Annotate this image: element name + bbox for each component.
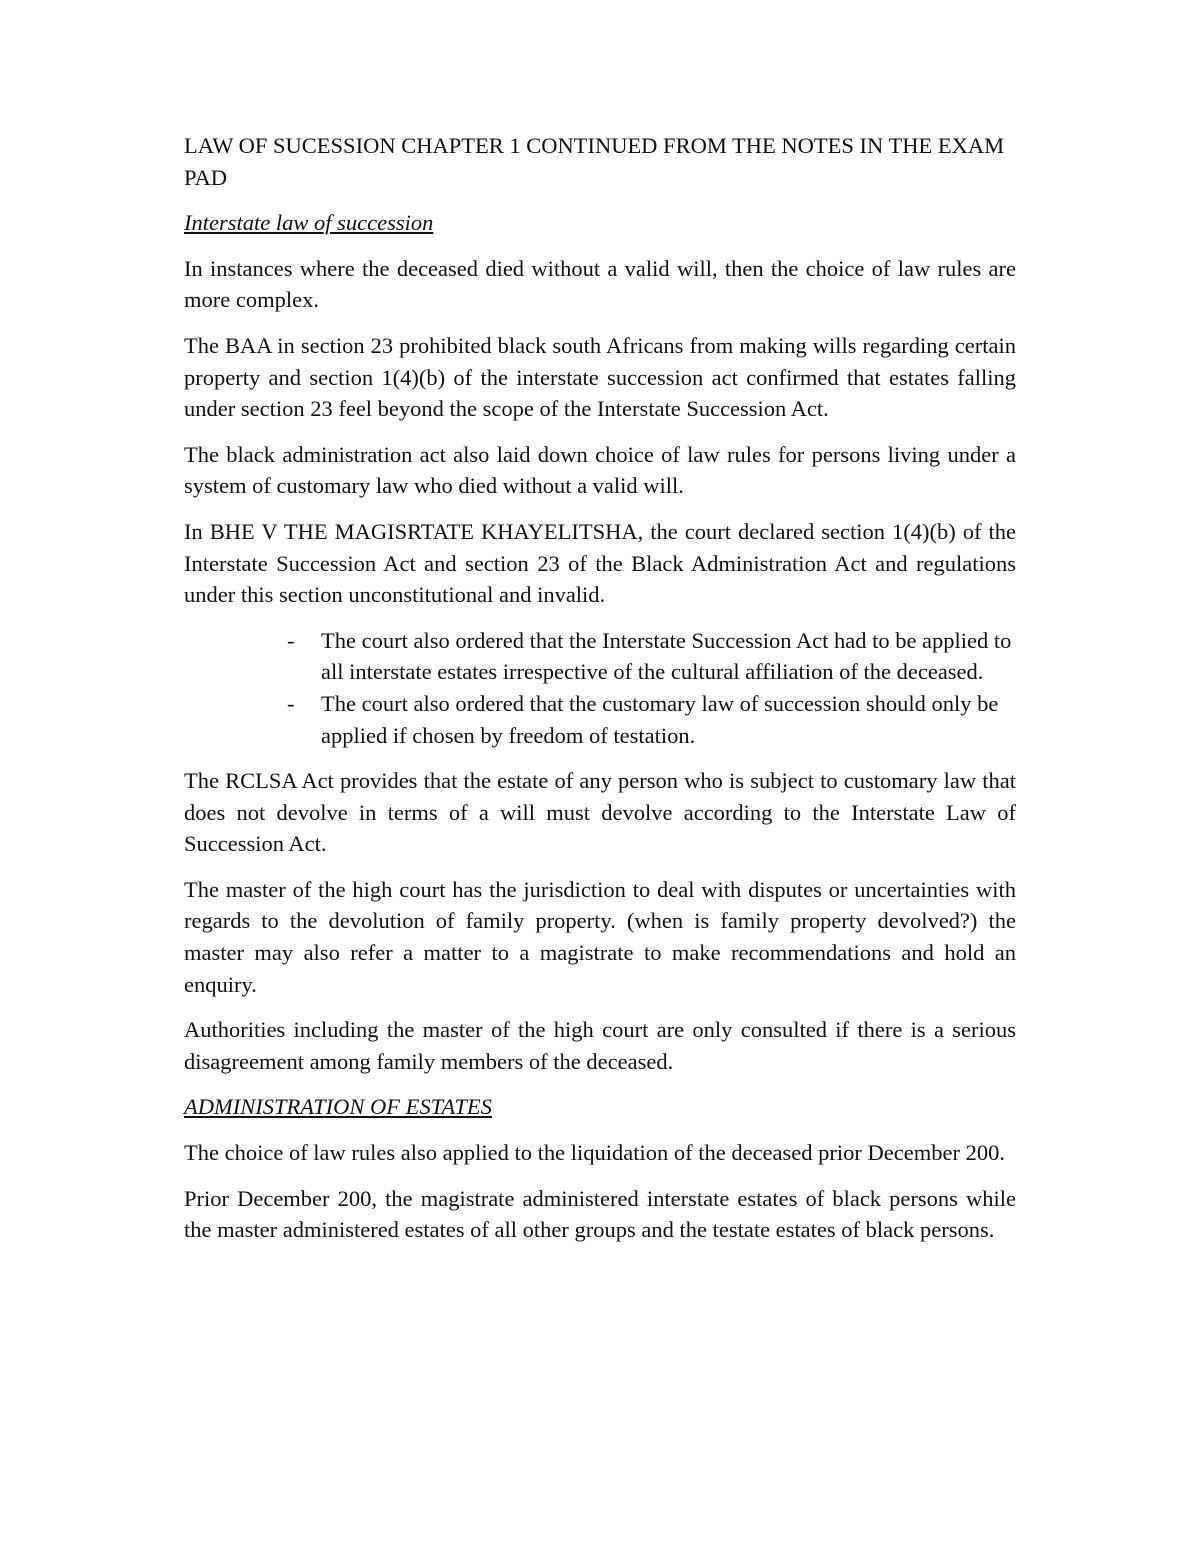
bullet-item — [287, 688, 1016, 751]
document-title: LAW OF SUCESSION CHAPTER 1 CONTINUED FROM THE NOTES IN THE EXAM PAD — [184, 133, 1005, 190]
bullet-dash: - — [287, 627, 295, 653]
document-body — [184, 130, 1016, 1260]
paragraph: Authorities including the master of the high court are only consulted if there is a serious disagreement among family members of the deceased. — [184, 1017, 1016, 1074]
bullet-dash: - — [287, 690, 295, 716]
bullet-text: The court also ordered that the Interstate Succession Act had to be applied to all interstate estates irrespective of the cultural affiliation of the deceased. — [321, 627, 1012, 685]
paragraph: The RCLSA Act provides that the estate of any person who is subject to customary law that does not devolve in terms of a will must devolve according to the Interstate Law of Succession Act. — [184, 768, 1016, 857]
section-heading-administration: ADMINISTRATION OF ESTATES — [184, 1094, 492, 1120]
section-heading-interstate: Interstate law of succession — [184, 210, 434, 236]
paragraph: In instances where the deceased died without a valid will, then the choice of law rules are more complex. — [184, 255, 1016, 313]
paragraph: The BAA in section 23 prohibited black south Africans from making wills regarding certain property and section 1(4)(b) of the interstate succession act confirmed that estates falling under section 23 feel beyond the scope of the Interstate Succession Act. — [184, 332, 1016, 422]
paragraph: The choice of law rules also applied to the liquidation of the deceased prior December 200. — [184, 1140, 1005, 1166]
bullet-item — [287, 625, 1016, 688]
paragraph: The master of the high court has the jurisdiction to deal with disputes or uncertainties with regards to the devolution of family property. (when is family property devolved?) the master may also refer a matter to a magistrate to make recommendations and hold an enquiry. — [184, 876, 1016, 997]
bullet-list — [184, 625, 1016, 751]
paragraph: The black administration act also laid down choice of law rules for persons living under a system of customary law who died without a valid will. — [184, 441, 1016, 499]
bullet-text: The court also ordered that the customary law of succession should only be applied if chosen by freedom of testation. — [321, 690, 999, 748]
paragraph: In BHE V THE MAGISRTATE KHAYELITSHA, the court declared section 1(4)(b) of the Interstate Succession Act and section 23 of the Black Administration Act and regulations under this section unconstitutional and invalid. — [184, 518, 1016, 608]
paragraph: Prior December 200, the magistrate administered interstate estates of black persons while the master administered estates of all other groups and the testate estates of black persons. — [184, 1185, 1016, 1243]
